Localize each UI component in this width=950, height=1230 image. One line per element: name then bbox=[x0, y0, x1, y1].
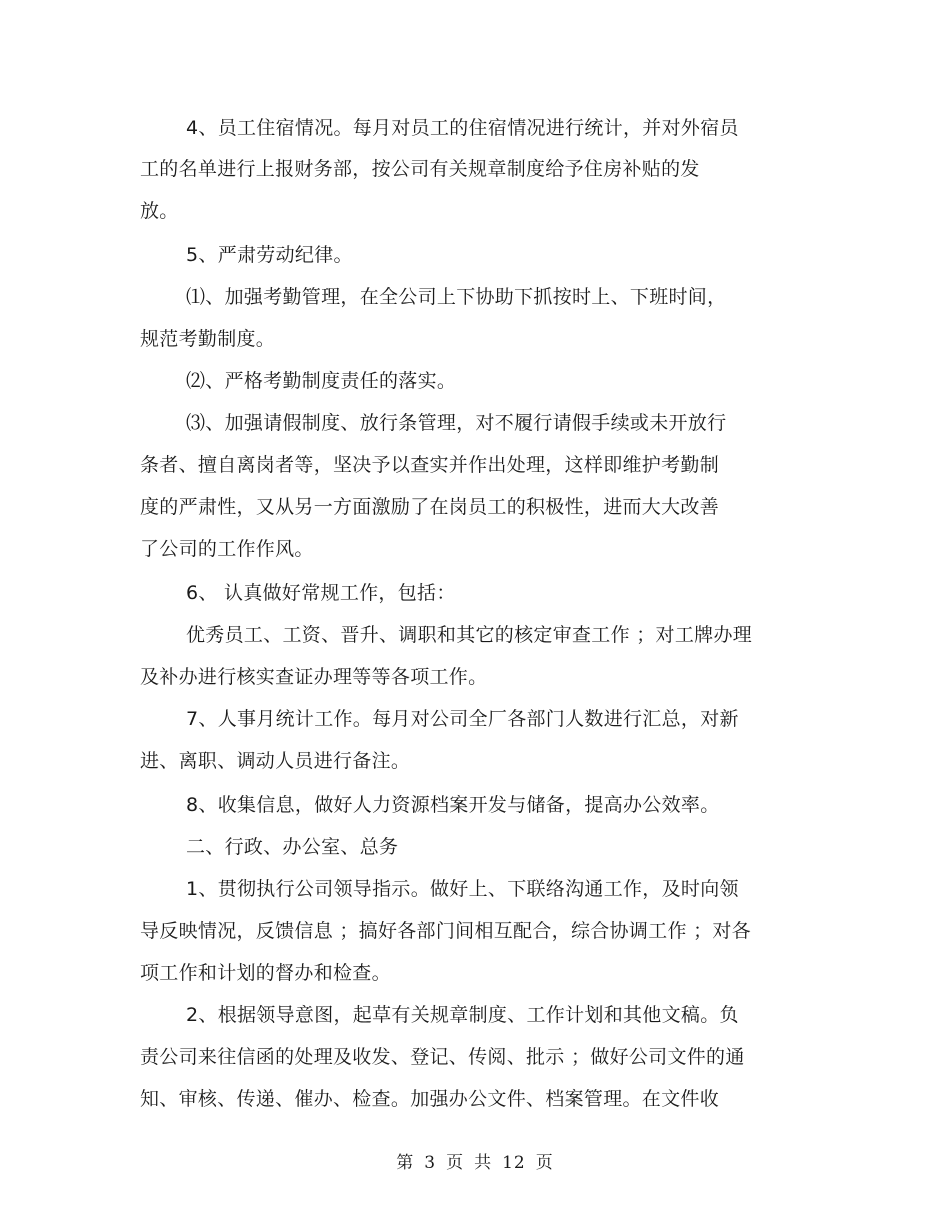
paragraph-line-8: ⑶、加强请假制度、放行条管理，对不履行请假手续或未开放行 bbox=[186, 412, 727, 434]
paragraph-line-7: ⑵、严格考勤制度责任的落实。 bbox=[186, 370, 457, 392]
paragraph-line-3: 放。 bbox=[140, 200, 179, 222]
footer-label-total: 共 bbox=[474, 1153, 493, 1173]
paragraph-line-11: 了公司的工作作风。 bbox=[140, 538, 314, 560]
paragraph-line-24: 知、审核、传递、催办、检查。加强办公文件、档案管理。在文件收 bbox=[140, 1088, 720, 1110]
paragraph-line-4: 5、严肃劳动纪律。 bbox=[186, 244, 353, 266]
paragraph-line-23: 责公司来往信函的处理及收发、登记、传阅、批示 ；做好公司文件的通 bbox=[140, 1046, 745, 1068]
paragraph-line-20: 导反映情况，反馈信息 ；搞好各部门间相互配合，综合协调工作 ；对各 bbox=[140, 920, 751, 942]
paragraph-line-15: 7、人事月统计工作。每月对公司全厂各部门人数进行汇总，对新 bbox=[186, 708, 739, 730]
paragraph-line-19: 1、贯彻执行公司领导指示。做好上、下联络沟通工作，及时向领 bbox=[186, 878, 739, 900]
footer-label-unit-2: 页 bbox=[535, 1153, 554, 1173]
paragraph-line-17: 8、收集信息，做好人力资源档案开发与储备，提高办公效率。 bbox=[186, 794, 720, 816]
paragraph-line-5: ⑴、加强考勤管理，在全公司上下协助下抓按时上、下班时间， bbox=[186, 286, 727, 308]
paragraph-line-10: 度的严肃性，又从另一方面激励了在岗员工的积极性，进而大大改善 bbox=[140, 496, 720, 518]
footer-total-pages: 12 bbox=[502, 1153, 526, 1173]
paragraph-line-12: 6、 认真做好常规工作，包括： bbox=[186, 582, 456, 604]
section-heading: 二、行政、办公室、总务 bbox=[186, 836, 399, 858]
paragraph-line-2: 工的名单进行上报财务部，按公司有关规章制度给予住房补贴的发 bbox=[140, 158, 700, 180]
paragraph-line-13: 优秀员工、工资、晋升、调职和其它的核定审查工作 ；对工牌办理 bbox=[186, 624, 753, 646]
paragraph-line-16: 进、离职、调动人员进行备注。 bbox=[140, 750, 411, 772]
footer-label-page: 第 bbox=[396, 1153, 415, 1173]
footer-label-unit: 页 bbox=[446, 1153, 465, 1173]
paragraph-line-22: 2、根据领导意图，起草有关规章制度、工作计划和其他文稿。负 bbox=[186, 1004, 739, 1026]
paragraph-line-9: 条者、擅自离岗者等，坚决予以查实并作出处理，这样即维护考勤制 bbox=[140, 454, 720, 476]
paragraph-line-21: 项工作和计划的督办和检查。 bbox=[140, 962, 391, 984]
page-footer bbox=[0, 1152, 950, 1174]
paragraph-line-1: 4、员工住宿情况。每月对员工的住宿情况进行统计，并对外宿员 bbox=[186, 117, 739, 139]
paragraph-line-6: 规范考勤制度。 bbox=[140, 328, 276, 350]
paragraph-line-14: 及补办进行核实查证办理等等各项工作。 bbox=[140, 666, 488, 688]
footer-page-number: 3 bbox=[424, 1153, 437, 1173]
